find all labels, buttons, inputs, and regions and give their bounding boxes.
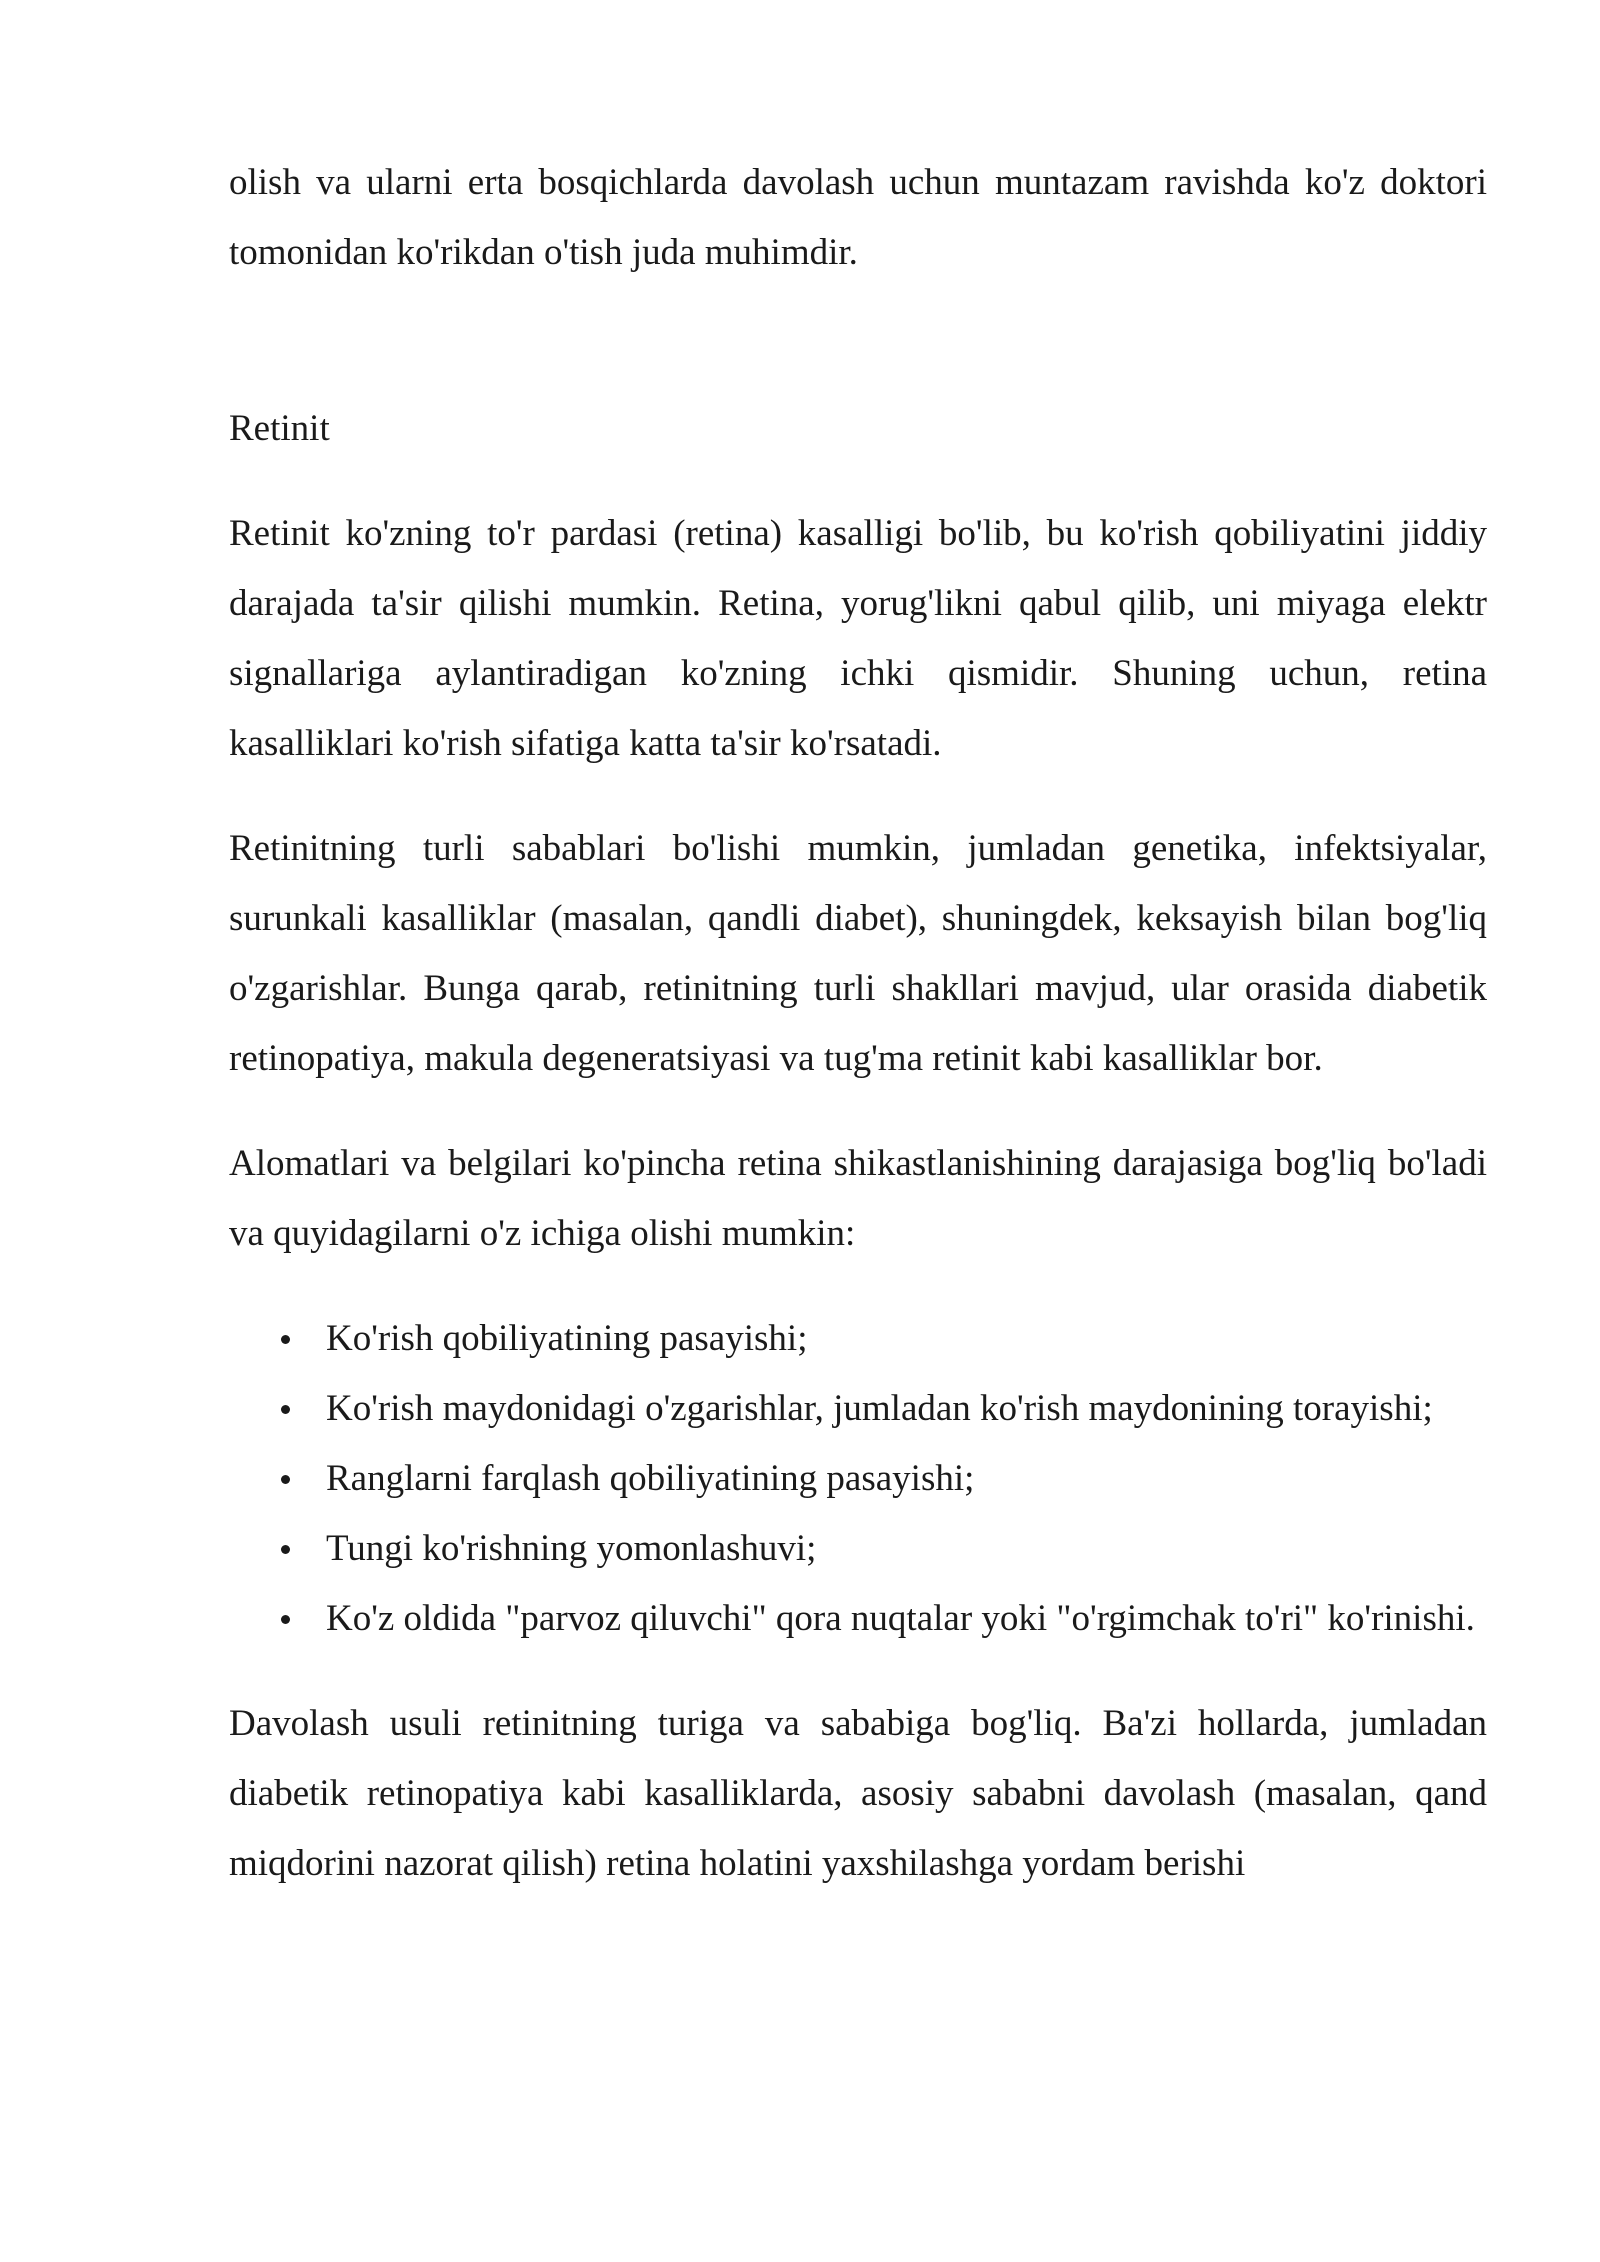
bullet-icon [281,1615,290,1624]
list-item-text: Ko'z oldida "parvoz qiluvchi" qora nuqtalar yoki "o'rgimchak to'ri" ko'rinishi. [326,1598,1475,1639]
document-page [229,148,1487,1899]
bullet-icon [281,1545,290,1554]
bullet-icon [281,1405,290,1414]
paragraph-treatment: Davolash usuli retinitning turiga va sababiga bog'liq. Ba'zi hollarda, jumladan diabetik retinopatiya kabi kasalliklarda, asosiy sababni davolash (masalan, qand miqdorini nazorat qilish) retina holatini yaxshilashga yordam berishi [229,1703,1487,1884]
section-heading: Retinit [229,408,330,449]
list-item [229,1444,1487,1514]
paragraph-causes: Retinitning turli sabablari bo'lishi mumkin, jumladan genetika, infektsiyalar, surunkali kasalliklar (masalan, qandli diabet), shuningdek, keksayish bilan bog'liq o'zgarishlar. Bunga qarab, retinitning turli shakllari mavjud, ular orasida diabetik retinopatiya, makula degeneratsiyasi va tug'ma retinit kabi kasalliklar bor. [229,828,1487,1079]
list-item-text: Ko'rish qobiliyatining pasayishi; [326,1318,808,1359]
paragraph-definition: Retinit ko'zning to'r pardasi (retina) kasalligi bo'lib, bu ko'rish qobiliyatini jiddiy darajada ta'sir qilishi mumkin. Retina, yorug'likni qabul qilib, uni miyaga elektr signallariga aylantiradigan ko'zning ichki qismidir. Shuning uchun, retina kasalliklari ko'rish sifatiga katta ta'sir ko'rsatadi. [229,513,1487,764]
intro-paragraph: olish va ularni erta bosqichlarda davolash uchun muntazam ravishda ko'z doktori tomonidan ko'rikdan o'tish juda muhimdir. [229,162,1487,273]
list-item [229,1304,1487,1374]
bullet-icon [281,1475,290,1484]
symptom-list [229,1304,1487,1654]
bullet-icon [281,1335,290,1344]
list-item-text: Ranglarni farqlash qobiliyatining pasayishi; [326,1458,975,1499]
list-item [229,1584,1487,1654]
list-item [229,1514,1487,1584]
list-item-text: Tungi ko'rishning yomonlashuvi; [326,1528,817,1569]
paragraph-symptoms-intro: Alomatlari va belgilari ko'pincha retina shikastlanishining darajasiga bog'liq bo'ladi va quyidagilarni o'z ichiga olishi mumkin: [229,1143,1487,1254]
list-item-text: Ko'rish maydonidagi o'zgarishlar, jumladan ko'rish maydonining torayishi; [326,1388,1433,1429]
list-item [229,1374,1487,1444]
